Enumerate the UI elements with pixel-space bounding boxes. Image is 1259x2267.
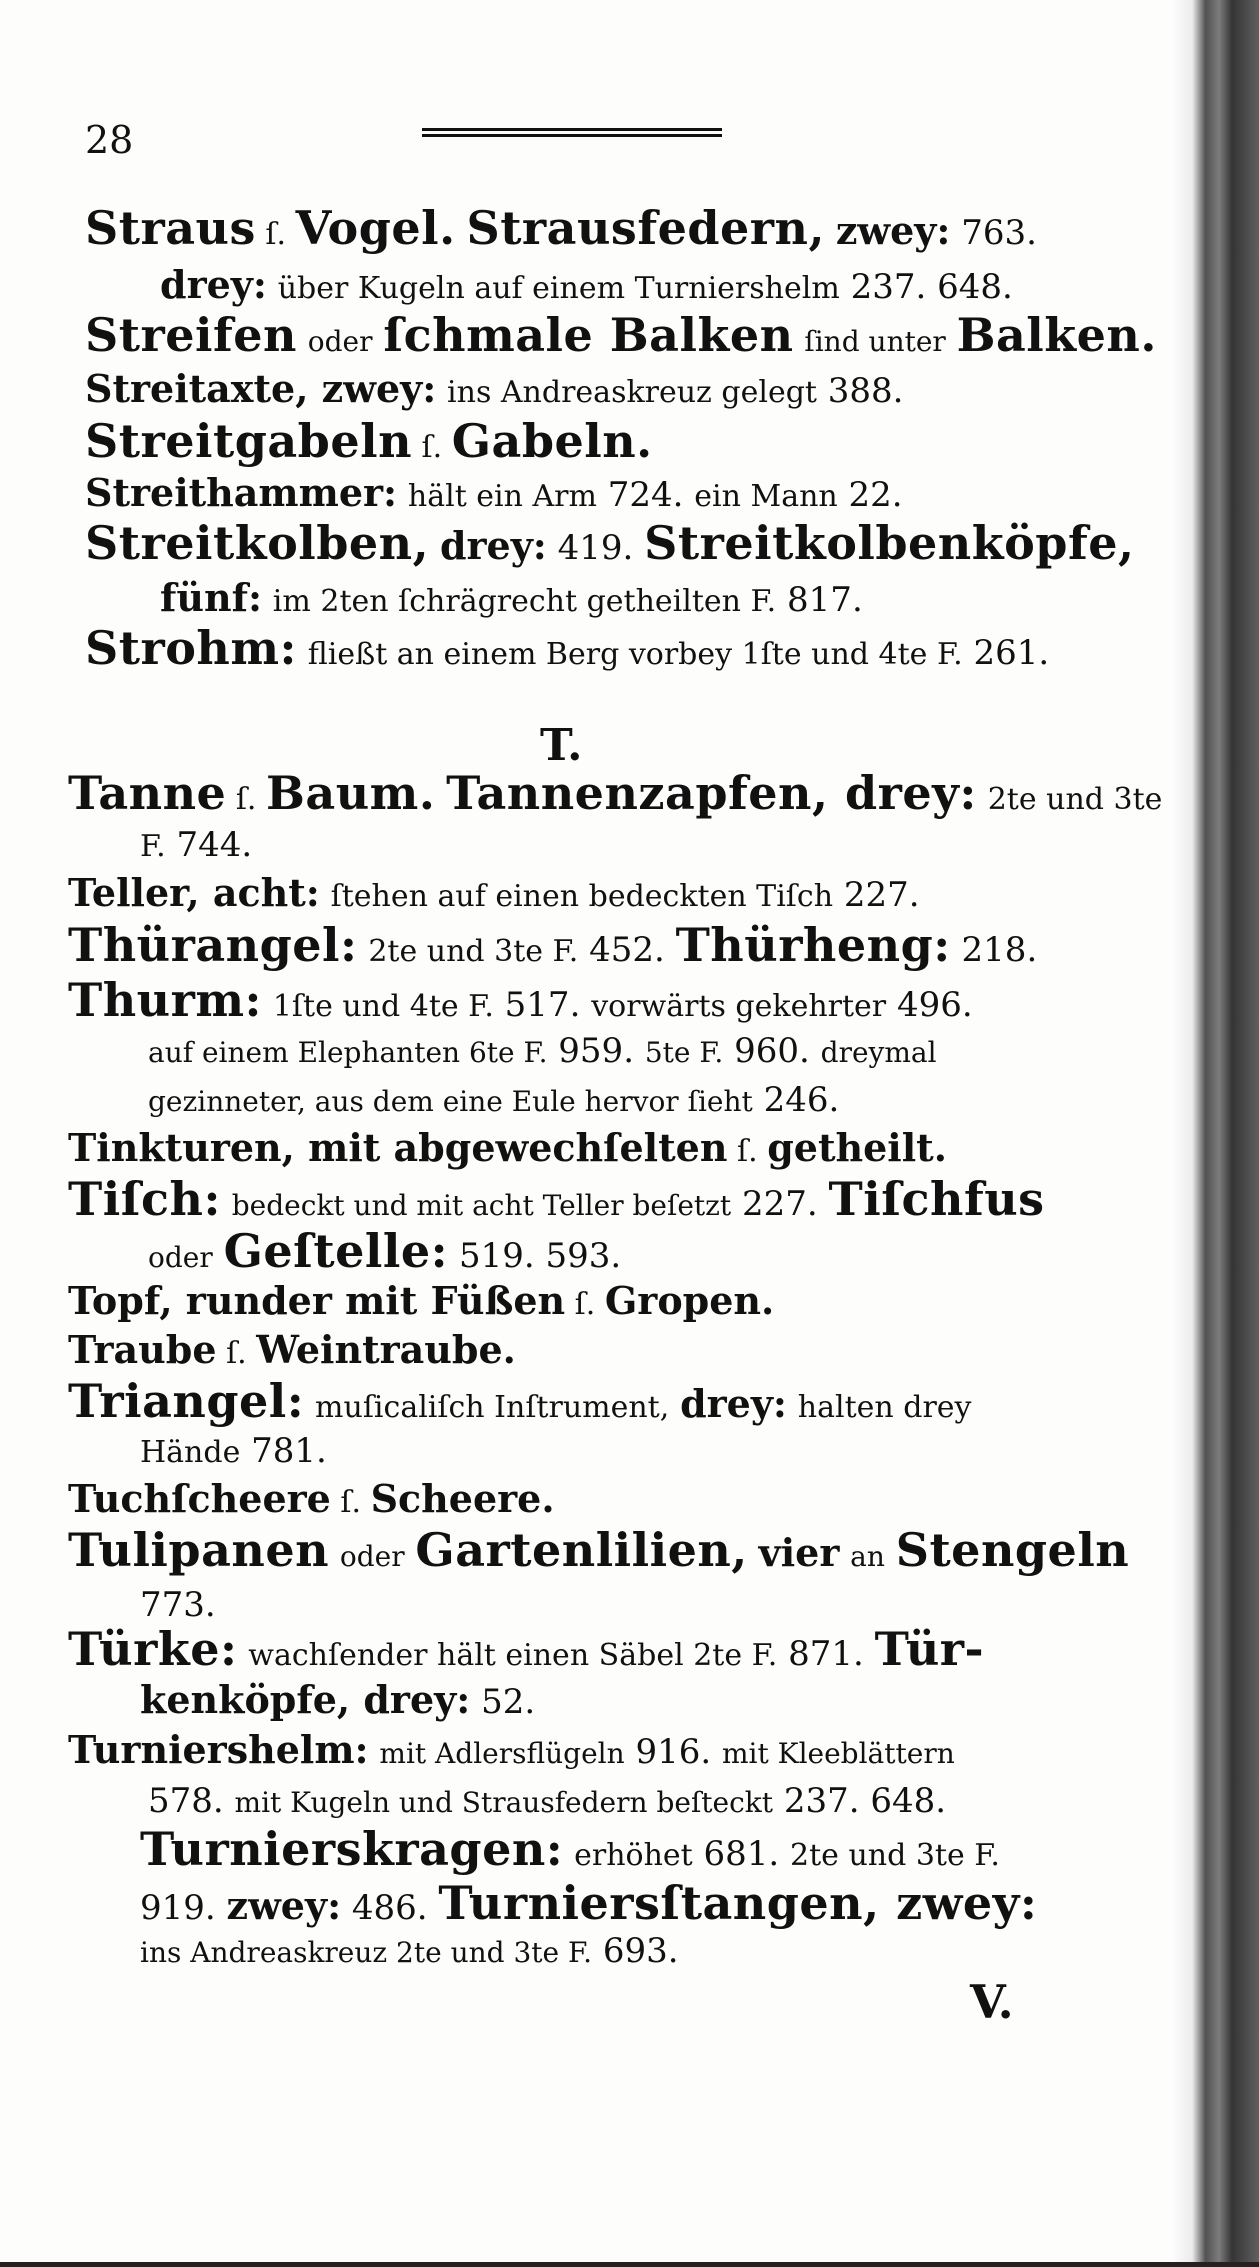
headword: Triangel: (68, 1374, 305, 1428)
space (329, 1535, 340, 1575)
space (166, 825, 177, 865)
entry-thuerangel (68, 918, 1038, 975)
entry-turnierskragen-cont (140, 1876, 1038, 1931)
space (436, 371, 447, 411)
space (369, 1732, 380, 1772)
description: 1ſte und 4te F. (272, 989, 494, 1024)
headword: Türke: (68, 1622, 238, 1676)
description: im 2ten ſchrägrecht getheilten F. (272, 584, 777, 619)
space (580, 985, 591, 1025)
headword: Thürheng: (675, 918, 951, 972)
headword: Strohm: (85, 621, 297, 675)
description: bedeckt und mit acht Teller beſetzt (231, 1189, 732, 1222)
space (711, 1732, 722, 1772)
headword: getheilt. (767, 1125, 947, 1170)
description: gezinneter, aus dem eine Eule hervor ſieht (148, 1085, 753, 1118)
headword: Streitkolbenköpfe, (644, 516, 1135, 570)
space (262, 580, 273, 620)
headword: Turniersſtangen, zwey: (438, 1876, 1038, 1930)
space (810, 1031, 821, 1071)
space (817, 371, 828, 411)
space (358, 930, 369, 970)
entry-straus (85, 201, 1037, 258)
headword: Streitgabeln (85, 414, 413, 468)
space (818, 1184, 829, 1224)
space (794, 320, 805, 360)
headword: Baum. (266, 766, 436, 820)
connector: an (850, 1540, 885, 1573)
figure-number: 246. (763, 1080, 840, 1120)
space (547, 528, 558, 568)
description: hält ein Arm (407, 479, 597, 514)
space (669, 1386, 680, 1426)
space (777, 1634, 788, 1674)
space (787, 1386, 798, 1426)
space (405, 1535, 416, 1575)
entry-streithammer (85, 470, 903, 520)
count-word: drey: (680, 1381, 787, 1426)
headword: Vogel. (295, 201, 456, 255)
figure-number: 452. (589, 930, 665, 970)
space (267, 267, 278, 307)
space (748, 1535, 759, 1575)
headword: Geſtelle: (223, 1224, 449, 1278)
headword: Straus (85, 201, 256, 255)
entry-topf (68, 1278, 774, 1328)
description: dreymal (820, 1036, 937, 1069)
description: fließt an einem Berg vorbey 1ſte und 4te F. (307, 637, 963, 672)
figure-number: 916. (635, 1732, 712, 1772)
space (221, 1184, 232, 1224)
headword: Tür- (874, 1622, 985, 1676)
figure-number: 22. (848, 475, 903, 515)
figure-number: 763. (961, 213, 1037, 253)
figure-number: 496. (896, 985, 973, 1025)
description: 2te und 3te (987, 782, 1163, 817)
space (237, 1634, 248, 1674)
description: ſtehen auf einen bedeckten Tiſch (330, 879, 834, 914)
connector: oder (148, 1241, 213, 1274)
description: ins Andreaskreuz gelegt (447, 375, 817, 410)
description: auf einem Elephanten 6te F. (148, 1036, 548, 1069)
entry-straus-cont (160, 262, 1013, 312)
space (563, 1834, 574, 1874)
figure-number: 871. (788, 1634, 864, 1674)
count-word: drey: (439, 523, 547, 568)
headword: Turniershelm: (68, 1727, 369, 1772)
description: mit Kleeblättern (722, 1737, 955, 1770)
entry-streitgabeln (85, 414, 653, 471)
description: 2te und 3te F. (368, 934, 579, 969)
figure-number: 237. 648. (783, 1781, 947, 1821)
headword: Streitkolben, (85, 516, 430, 570)
space (297, 633, 308, 673)
see-ref: ſ. (226, 782, 267, 817)
space (435, 778, 446, 818)
entry-tisch (68, 1172, 1045, 1229)
entry-tanne (68, 766, 1163, 823)
headword: Tannenzapfen, drey: (446, 766, 977, 820)
space (597, 475, 608, 515)
entry-triangel (68, 1374, 972, 1431)
headword: Gropen. (604, 1278, 775, 1323)
figure-number: 227. (843, 875, 920, 915)
headword: Tiſch: (68, 1172, 221, 1226)
space (297, 320, 308, 360)
space (946, 320, 957, 360)
headword: Teller, acht: (68, 870, 320, 915)
description: halten drey (797, 1390, 972, 1425)
space (840, 267, 851, 307)
figure-number: 960. (734, 1031, 810, 1071)
headword: Balken. (956, 308, 1157, 362)
figure-number: 724. (607, 475, 684, 515)
count-word: vier (758, 1530, 840, 1575)
space (776, 580, 787, 620)
page-number: 28 (85, 118, 134, 162)
description: Hände (140, 1435, 241, 1470)
description: muſicaliſch Inſtrument, (315, 1390, 670, 1425)
description: mit Kugeln und Strausfedern beſteckt (234, 1786, 774, 1819)
headword: Tanne (68, 766, 227, 820)
space (753, 1080, 764, 1120)
see-ref: ſ. (255, 217, 296, 252)
space (731, 1184, 742, 1224)
space (213, 1236, 224, 1276)
space (665, 930, 676, 970)
connector: oder (339, 1540, 405, 1573)
headword: Turnierskragen: (140, 1822, 564, 1876)
space (262, 985, 273, 1025)
header-rule (422, 128, 722, 144)
figure-number: 486. (351, 1888, 428, 1928)
space (547, 1031, 558, 1071)
catchword: V. (970, 1975, 1014, 2029)
space (373, 320, 384, 360)
headword: Streithammer: (85, 470, 398, 515)
space (592, 1931, 603, 1971)
headword: Traube (68, 1327, 217, 1372)
entry-triangel-cont (140, 1428, 327, 1476)
space (429, 528, 440, 568)
figure-number: 419. (557, 528, 634, 568)
space (224, 1781, 235, 1821)
description: 2te und 3te F. (790, 1838, 1000, 1873)
figure-number: 919. (140, 1888, 216, 1928)
entry-thurm (68, 973, 973, 1030)
headword: kenköpfe, drey: (140, 1677, 471, 1722)
see-ref: ſ. (330, 1485, 371, 1520)
entry-streitaxte (85, 366, 903, 416)
space (397, 475, 408, 515)
headword: Topf, runder mit Füßen (68, 1278, 566, 1323)
entry-streitkolben-cont (160, 575, 863, 625)
entry-tisch-cont (148, 1224, 622, 1281)
binding-edge (1170, 0, 1259, 2267)
space (825, 213, 836, 253)
figure-number: 773. (140, 1585, 216, 1625)
space (216, 1888, 227, 1928)
description: ein Mann (694, 479, 838, 514)
count-word: fünf: (160, 575, 262, 620)
space (448, 1236, 459, 1276)
headword: Tiſchfus (828, 1172, 1045, 1226)
see-ref: ſ. (727, 1134, 768, 1169)
figure-number: 578. (148, 1781, 224, 1821)
space (886, 985, 897, 1025)
figure-number: 218. (961, 930, 1038, 970)
headword: Streifen (85, 308, 297, 362)
figure-label: F. (140, 829, 166, 864)
space (977, 778, 988, 818)
entry-tanne-cont (140, 822, 252, 870)
figure-number: 693. (602, 1931, 679, 1971)
space (470, 1682, 481, 1722)
entry-teller (68, 870, 920, 920)
entry-tulipanen (68, 1523, 1130, 1580)
entry-turniershelm (68, 1727, 955, 1777)
headword: Thürangel: (68, 918, 358, 972)
entry-traube (68, 1327, 516, 1377)
figure-number: 817. (787, 580, 863, 620)
entry-turnierskragen (140, 1822, 1000, 1879)
space (634, 1031, 645, 1071)
headword: Strausfedern, (466, 201, 825, 255)
space (723, 1031, 734, 1071)
count-word: zwey: (226, 1883, 342, 1928)
description: vorwärts gekehrter (591, 989, 887, 1024)
space (838, 475, 849, 515)
see-ref: ſ. (565, 1287, 605, 1322)
space (304, 1386, 315, 1426)
entry-turniersstangen-cont (140, 1928, 679, 1976)
headword: ſchmale Balken (383, 308, 794, 362)
space (633, 528, 644, 568)
space (693, 1834, 704, 1874)
description: ſind unter (804, 325, 946, 358)
description: erhöhet (574, 1838, 693, 1873)
headword: Tuchſcheere (68, 1476, 331, 1521)
space (578, 930, 589, 970)
headword: Gartenlilien, (415, 1523, 748, 1577)
figure-number: 781. (251, 1431, 327, 1471)
figure-number: 519. 593. (458, 1236, 622, 1276)
headword: Tinkturen, mit abgewechſelten (68, 1125, 728, 1170)
entry-turniershelm-cont (148, 1778, 946, 1826)
space (683, 475, 694, 515)
description: 5te F. (644, 1036, 724, 1069)
entry-thurm-cont-2 (148, 1077, 839, 1125)
space (320, 875, 331, 915)
entry-thurm-cont-1 (148, 1028, 937, 1076)
space (951, 930, 962, 970)
figure-number: 681. (703, 1834, 780, 1874)
see-ref: ſ. (216, 1336, 257, 1371)
space (864, 1634, 875, 1674)
figure-number: 237. 648. (850, 267, 1013, 307)
entry-tinkturen (68, 1125, 947, 1175)
count-word: zwey: (835, 208, 951, 253)
entry-strohm (85, 621, 1050, 678)
figure-number: 517. (504, 985, 581, 1025)
space (839, 1535, 850, 1575)
space (779, 1834, 790, 1874)
see-ref: ſ. (412, 430, 452, 465)
section-letter: T. (540, 720, 583, 771)
headword: Gabeln. (451, 414, 653, 468)
entry-tuchscheere (68, 1476, 555, 1526)
space (494, 985, 505, 1025)
figure-number: 744. (176, 825, 253, 865)
space (833, 875, 844, 915)
space (341, 1888, 352, 1928)
figure-number: 227. (741, 1184, 818, 1224)
description: wachſender hält einen Säbel 2te F. (248, 1638, 778, 1673)
entry-streitkolben (85, 516, 1135, 571)
headword: Weintraube. (256, 1327, 516, 1372)
headword: Scheere. (370, 1476, 555, 1521)
entry-streifen (85, 308, 1157, 365)
headword: Thurm: (68, 973, 263, 1027)
space (950, 213, 961, 253)
count-word: drey: (160, 262, 267, 307)
description: mit Adlersflügeln (379, 1737, 625, 1770)
figure-number: 959. (558, 1031, 634, 1071)
space (885, 1535, 896, 1575)
figure-number: 261. (973, 633, 1050, 673)
connector: oder (307, 325, 373, 358)
headword: Streitaxte, zwey: (85, 366, 437, 411)
description: über Kugeln auf einem Turniershelm (277, 271, 840, 306)
page-bottom-edge (0, 2262, 1259, 2267)
space (625, 1732, 636, 1772)
entry-tuerke-cont (140, 1677, 535, 1725)
headword: Tulipanen (68, 1523, 330, 1577)
figure-number: 52. (481, 1682, 536, 1722)
space (773, 1781, 784, 1821)
headword: Stengeln (895, 1523, 1130, 1577)
description: ins Andreaskreuz 2te und 3te F. (140, 1936, 592, 1969)
space (428, 1888, 439, 1928)
space (240, 1431, 251, 1471)
space (963, 633, 974, 673)
space (456, 213, 467, 253)
figure-number: 388. (827, 371, 904, 411)
entry-tuerke (68, 1622, 985, 1679)
